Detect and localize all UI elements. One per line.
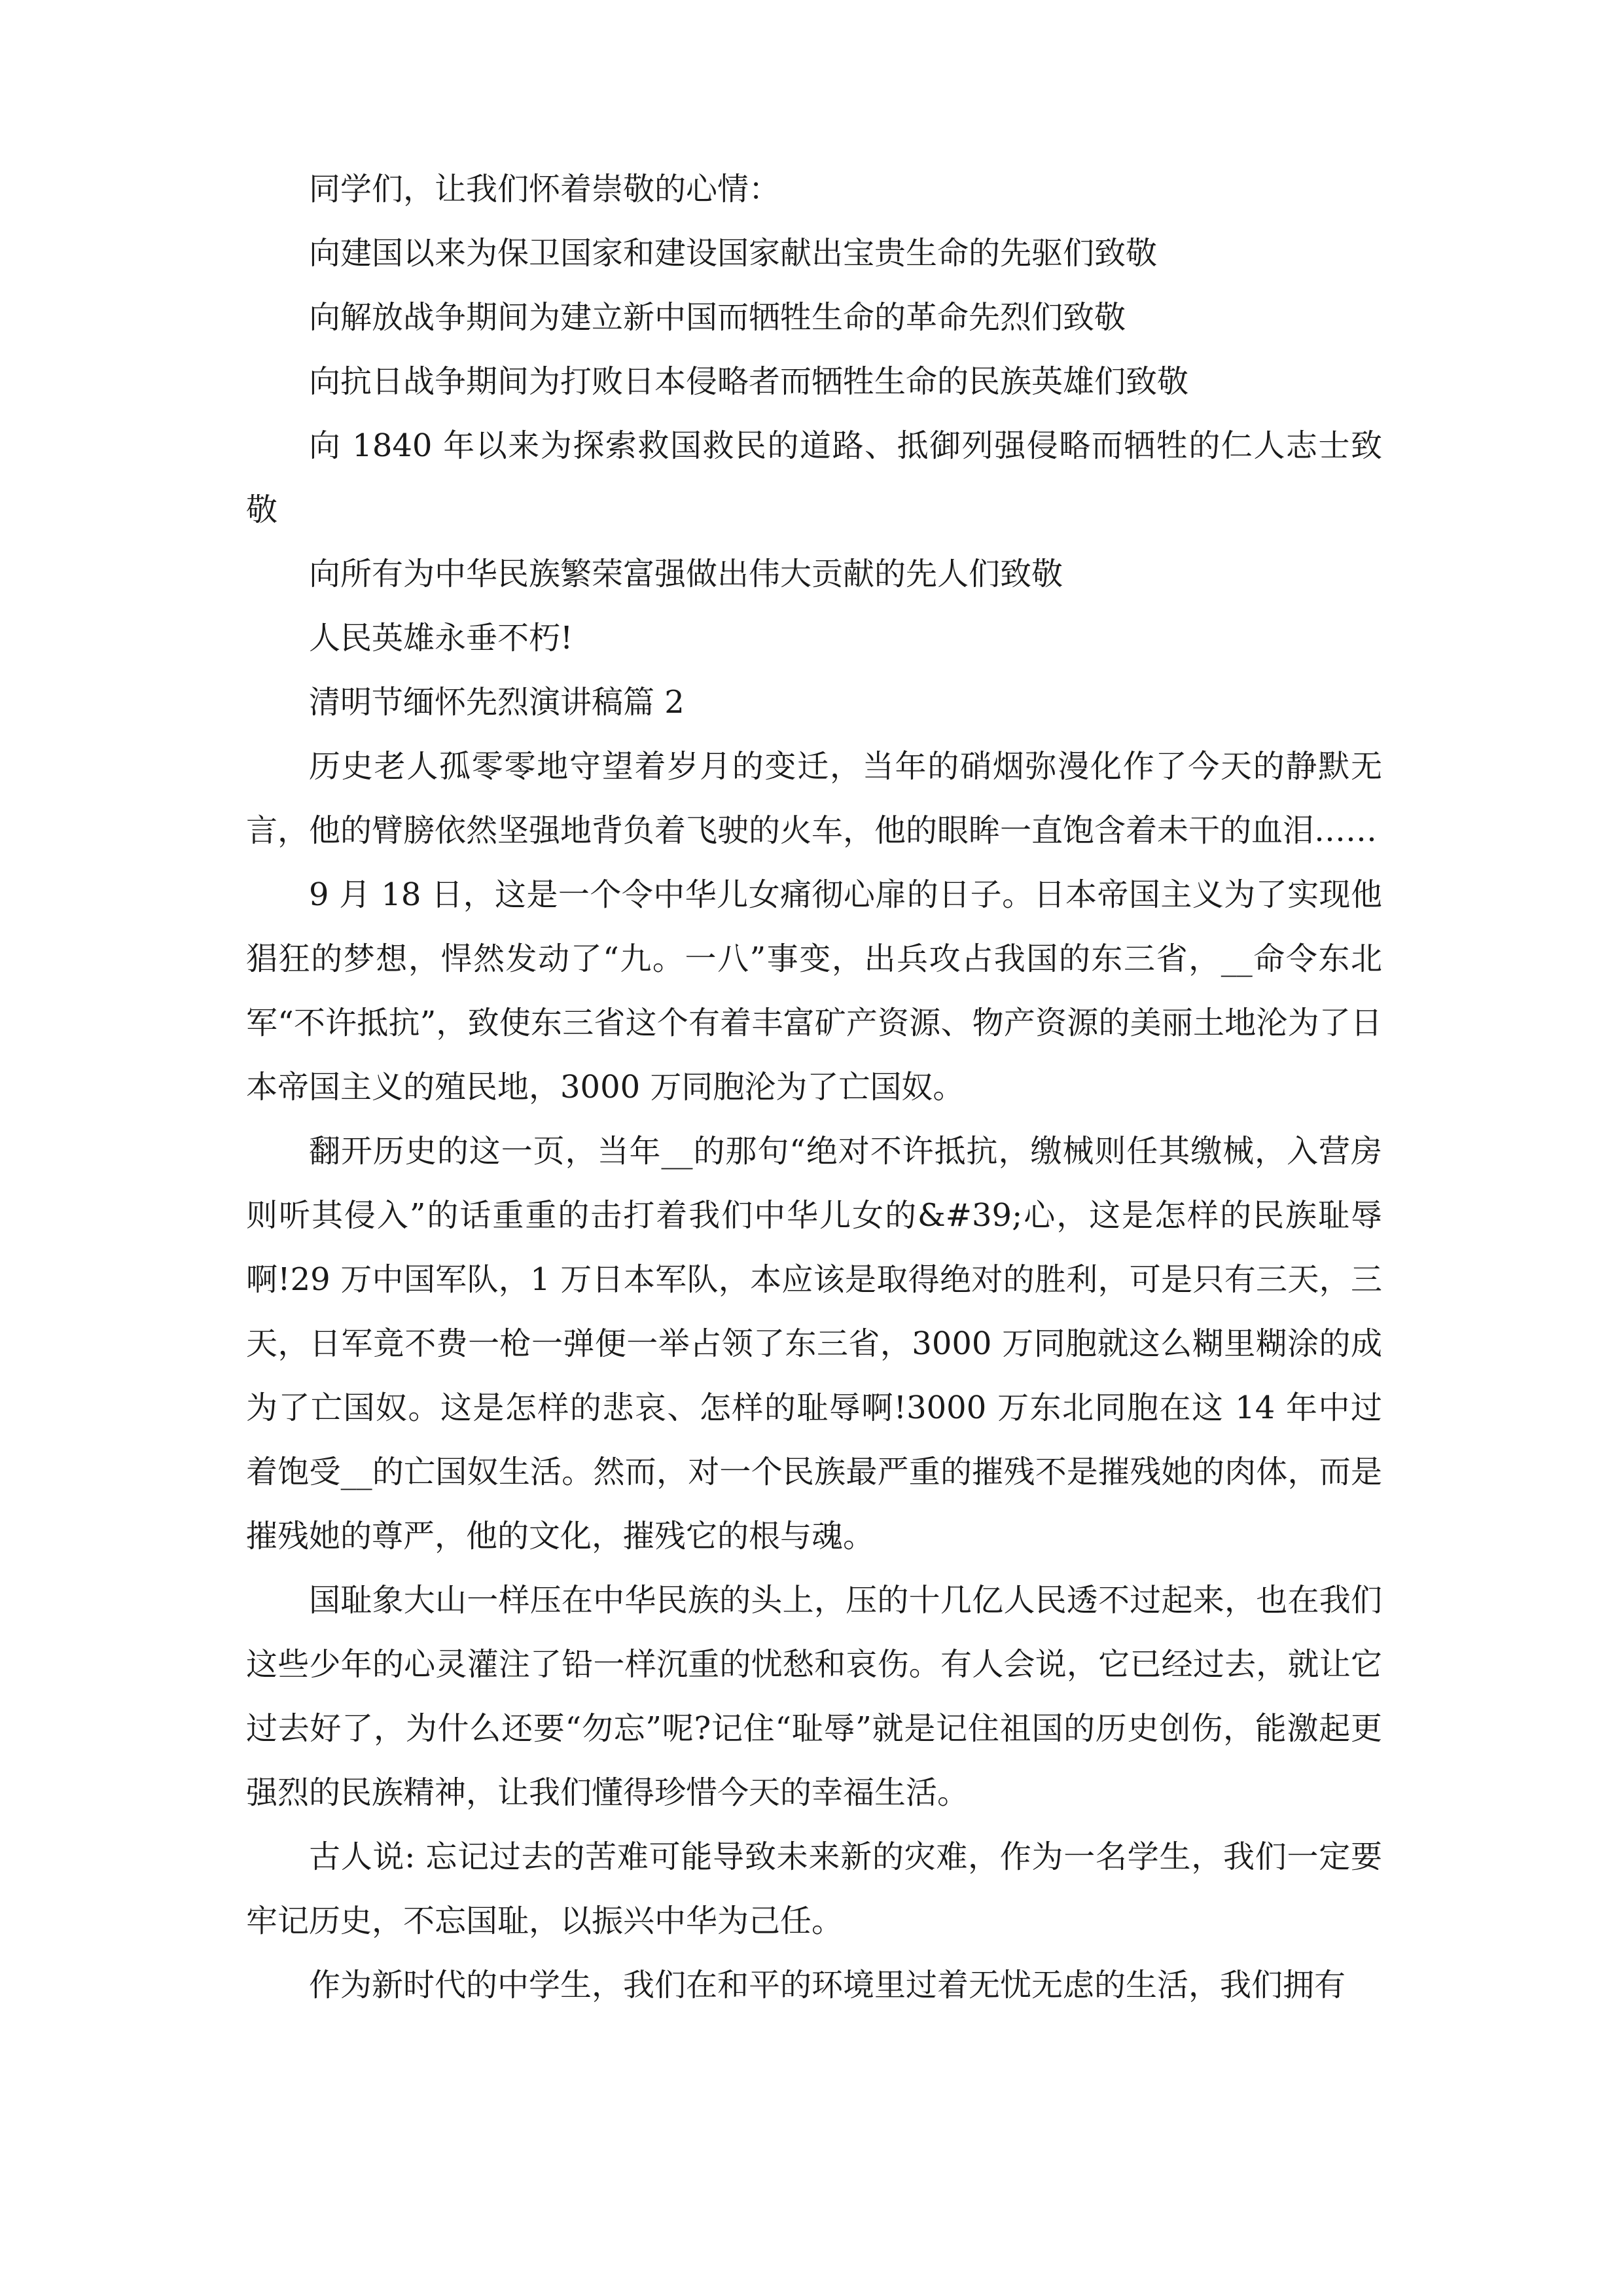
section-heading: 清明节缅怀先烈演讲稿篇 2 bbox=[309, 684, 685, 721]
paragraph: 翻开历史的这一页，当年__的那句“绝对不许抵抗，缴械则任其缴械，入营房则听其侵入”的话重重的击打着我们中华儿女的&#39;心，这是怎样的民族耻辱啊!29 万中国军队，1 万日本军队，本应该是取得绝对的胜利，可是只有三天，三天，日军竟不费一枪一弹便一举占领了东三省，3000 万同胞就这么糊里糊涂的成为了亡国奴。这是怎样的悲哀、怎样的耻辱啊!3000 万东北同胞在这 14 年中过着饱受__的亡国奴生活。然而，对一个民族最严重的摧残不是摧残她的肉体，而是摧残她的尊严，他的文化，摧残它的根与魂。 bbox=[246, 1133, 1382, 1554]
paragraph: 古人说: 忘记过去的苦难可能导致未来新的灾难，作为一名学生，我们一定要牢记历史，不忘国耻，以振兴中华为己任。 bbox=[246, 1839, 1382, 1939]
paragraph: 历史老人孤零零地守望着岁月的变迁，当年的硝烟弥漫化作了今天的静默无言，他的臂膀依然坚强地背负着飞驶的火车，他的眼眸一直饱含着未干的血泪…… bbox=[246, 748, 1382, 849]
paragraph: 作为新时代的中学生，我们在和平的环境里过着无忧无虑的生活，我们拥有 bbox=[309, 1967, 1346, 2003]
paragraph: 向所有为中华民族繁荣富强做出伟大贡献的先人们致敬 bbox=[309, 556, 1063, 592]
document-body bbox=[246, 157, 1382, 2017]
paragraph: 同学们，让我们怀着崇敬的心情： bbox=[309, 171, 781, 207]
paragraph: 9 月 18 日，这是一个令中华儿女痛彻心扉的日子。日本帝国主义为了实现他猖狂的梦想，悍然发动了“九。一八”事变，出兵攻占我国的东三省，__命令东北军“不许抵抗”，致使东三省这个有着丰富矿产资源、物产资源的美丽土地沦为了日本帝国主义的殖民地，3000 万同胞沦为了亡国奴。 bbox=[246, 876, 1382, 1105]
paragraph: 向 1840 年以来为探索救国救民的道路、抵御列强侵略而牺牲的仁人志士致敬 bbox=[246, 427, 1382, 528]
paragraph: 向建国以来为保卫国家和建设国家献出宝贵生命的先驱们致敬 bbox=[309, 235, 1158, 272]
paragraph: 向抗日战争期间为打败日本侵略者而牺牲生命的民族英雄们致敬 bbox=[309, 363, 1189, 400]
paragraph: 向解放战争期间为建立新中国而牺牲生命的革命先烈们致敬 bbox=[309, 299, 1126, 336]
paragraph: 人民英雄永垂不朽! bbox=[309, 620, 573, 656]
paragraph: 国耻象大山一样压在中华民族的头上，压的十几亿人民透不过起来，也在我们这些少年的心灵灌注了铅一样沉重的忧愁和哀伤。有人会说，它已经过去，就让它过去好了，为什么还要“勿忘”呢?记住“耻辱”就是记住祖国的历史创伤，能激起更强烈的民族精神，让我们懂得珍惜今天的幸福生活。 bbox=[246, 1582, 1382, 1811]
